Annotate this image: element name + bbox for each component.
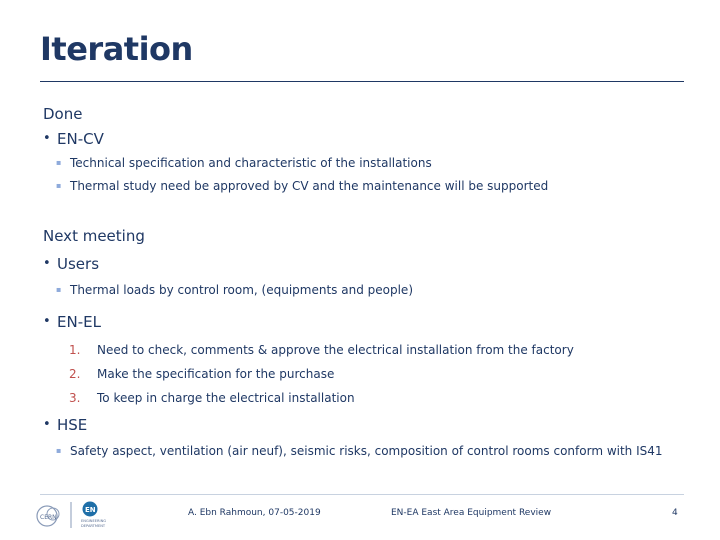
cern-logo-text: CERN — [40, 514, 57, 521]
en-logo-line-1: ENGINEERING — [81, 519, 107, 523]
en-logo-text: EN — [85, 506, 96, 514]
en-el-item-text: Need to check, comments & approve the electrical installation from the factory — [97, 343, 574, 357]
slide-title: Iteration — [40, 30, 193, 68]
en-el-item-text: Make the specification for the purchase — [97, 367, 335, 381]
footer-project: EN-EA East Area Equipment Review — [391, 508, 552, 518]
bullet-en-cv: • EN-CV — [43, 129, 693, 149]
footer-author: A. Ebn Rahmoun, 07-05-2019 — [188, 508, 321, 518]
done-heading: Done — [43, 105, 83, 123]
bullet-users: • Users — [43, 254, 693, 274]
done-item-2: ▪ Thermal study need be approved by CV and the maintenance will be supported — [43, 178, 693, 194]
list-number: 2. — [69, 367, 81, 381]
list-number: 3. — [69, 391, 81, 405]
hse-item-1: ▪ Safety aspect, ventilation (air neuf), seismic risks, composition of control rooms conform with IS41 — [43, 443, 693, 459]
bullet-en-el: • EN-EL — [43, 312, 693, 332]
en-el-item-1 — [43, 342, 693, 358]
title-divider — [40, 81, 684, 82]
en-el-item-2 — [43, 366, 693, 382]
slide-content — [43, 104, 693, 459]
page-number: 4 — [672, 508, 678, 518]
next-meeting-heading: Next meeting — [43, 227, 145, 245]
footer-logos — [33, 500, 118, 530]
list-number: 1. — [69, 343, 81, 357]
bullet-hse: • HSE — [43, 415, 693, 435]
en-el-item-3 — [43, 390, 693, 406]
cern-logo-icon — [33, 500, 118, 530]
en-el-item-text: To keep in charge the electrical installation — [97, 391, 355, 405]
done-item-1: ▪ Technical specification and characteristic of the installations — [43, 155, 693, 171]
footer-divider — [40, 494, 684, 495]
en-logo-line-2: DEPARTMENT — [81, 524, 106, 528]
users-item-1: ▪ Thermal loads by control room, (equipments and people) — [43, 282, 693, 298]
